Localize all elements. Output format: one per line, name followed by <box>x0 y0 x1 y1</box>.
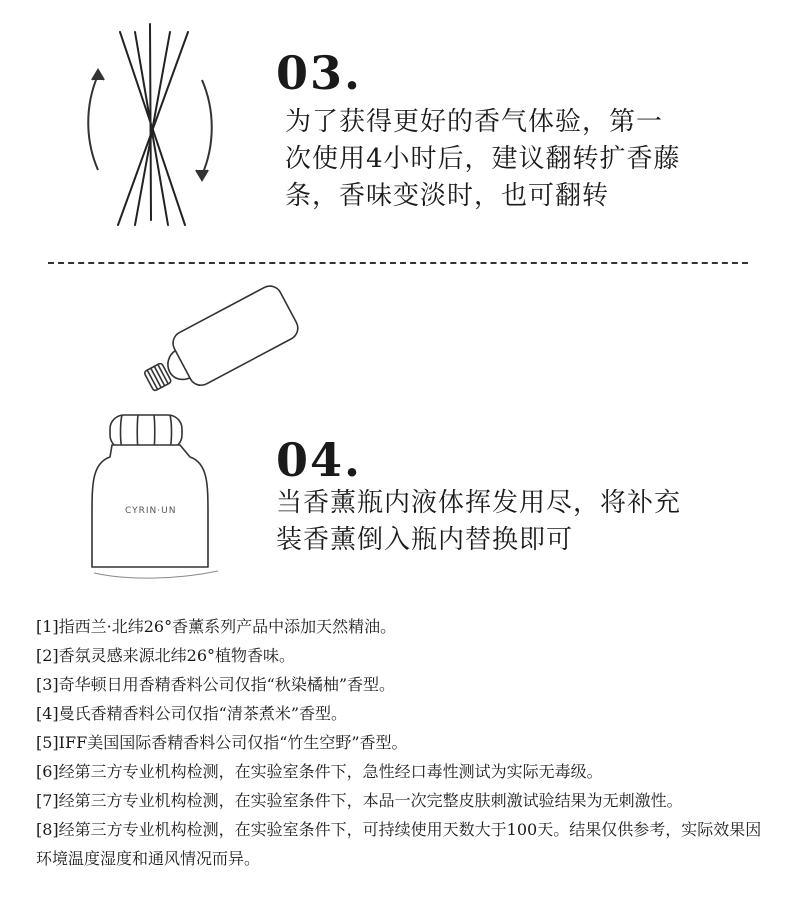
step-number-03: 03. <box>276 46 363 100</box>
rotate-arrow-right-icon <box>196 80 212 180</box>
bottle-label: CYRIN·UN <box>125 506 177 516</box>
step-line: 次使用4小时后，建议翻转扩香藤 <box>285 144 681 174</box>
footnote: [1]指西兰·北纬26°香薰系列产品中添加天然精油。 <box>36 617 397 636</box>
bottle-shadow <box>94 571 218 578</box>
step-number-04: 04. <box>276 433 363 487</box>
section-divider <box>48 262 748 264</box>
footnote: [7]经第三方专业机构检测，在实验室条件下，本品一次完整皮肤刺激试验结果为无刺激性。 <box>36 791 683 810</box>
step-04-description <box>276 485 766 559</box>
step-line: 当香薰瓶内液体挥发用尽，将补充 <box>276 488 682 518</box>
footnote: [3]奇华顿日用香精香料公司仅指“秋染橘柚”香型。 <box>36 675 396 694</box>
diffuser-bottle <box>92 415 208 567</box>
footnote: [4]曼氏香精香料公司仅指“清茶煮米”香型。 <box>36 704 348 723</box>
footnote: [5]IFF美国国际香精香料公司仅指“竹生空野”香型。 <box>36 733 408 752</box>
refill-bottle <box>135 285 302 407</box>
footnote: [8]经第三方专业机构检测，在实验室条件下，可持续使用天数大于100天。结果仅供参考，实际效果因环境温度湿度和通风情况而异。 <box>36 820 762 868</box>
step-line: 条，香味变淡时，也可翻转 <box>285 181 610 211</box>
step-line: 为了获得更好的香气体验，第一 <box>285 107 664 137</box>
step-03-description <box>285 104 755 215</box>
footnote: [6]经第三方专业机构检测，在实验室条件下，急性经口毒性测试为实际无毒级。 <box>36 762 603 781</box>
footnotes <box>36 612 766 873</box>
reed-flip-illustration <box>80 20 230 230</box>
step-line: 装香薰倒入瓶内替换即可 <box>276 525 574 555</box>
rotate-arrow-left-icon <box>88 70 104 170</box>
footnote: [2]香氛灵感来源北纬26°植物香味。 <box>36 646 296 665</box>
